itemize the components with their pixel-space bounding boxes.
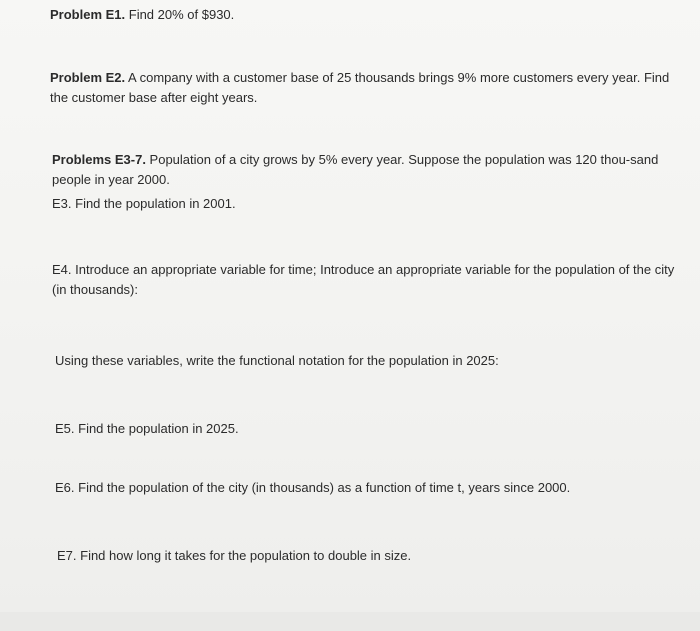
problems-e3-7-intro [52,150,682,190]
problem-e1-text: Find 20% of $930. [125,7,235,22]
problem-e2 [50,68,680,108]
problem-e7-text: E7. Find how long it takes for the population to double in size. [57,548,412,563]
problem-e4-notation [55,351,685,371]
problem-e6-text: E6. Find the population of the city (in thousands) as a function of time t, years since 2000. [55,480,571,495]
problems-e3-7-text: Population of a city grows by 5% every year. Suppose the population was 120 thou-sand people in year 2000. [52,152,659,187]
problem-e4-text: E4. Introduce an appropriate variable for time; Introduce an appropriate variable for the population of the city (in thousands): [52,262,675,297]
problems-e3-7-label: Problems E3-7. [52,152,146,167]
problem-e1-label: Problem E1. [50,7,126,22]
problem-e4 [52,260,682,300]
problem-e2-label: Problem E2. [50,70,126,85]
problem-e1 [50,5,680,25]
problem-e6 [55,478,685,498]
problem-e7 [57,546,687,566]
problem-e5 [55,419,685,439]
problem-e2-text: A company with a customer base of 25 thousands brings 9% more customers every year. Find the customer base after eight years. [50,70,670,105]
problem-e3-text: E3. Find the population in 2001. [52,196,236,211]
problem-e5-text: E5. Find the population in 2025. [55,421,239,436]
problem-e3 [52,194,682,214]
problem-e4-notation-text: Using these variables, write the functional notation for the population in 2025: [55,353,499,368]
page-bottom-edge [0,612,700,631]
